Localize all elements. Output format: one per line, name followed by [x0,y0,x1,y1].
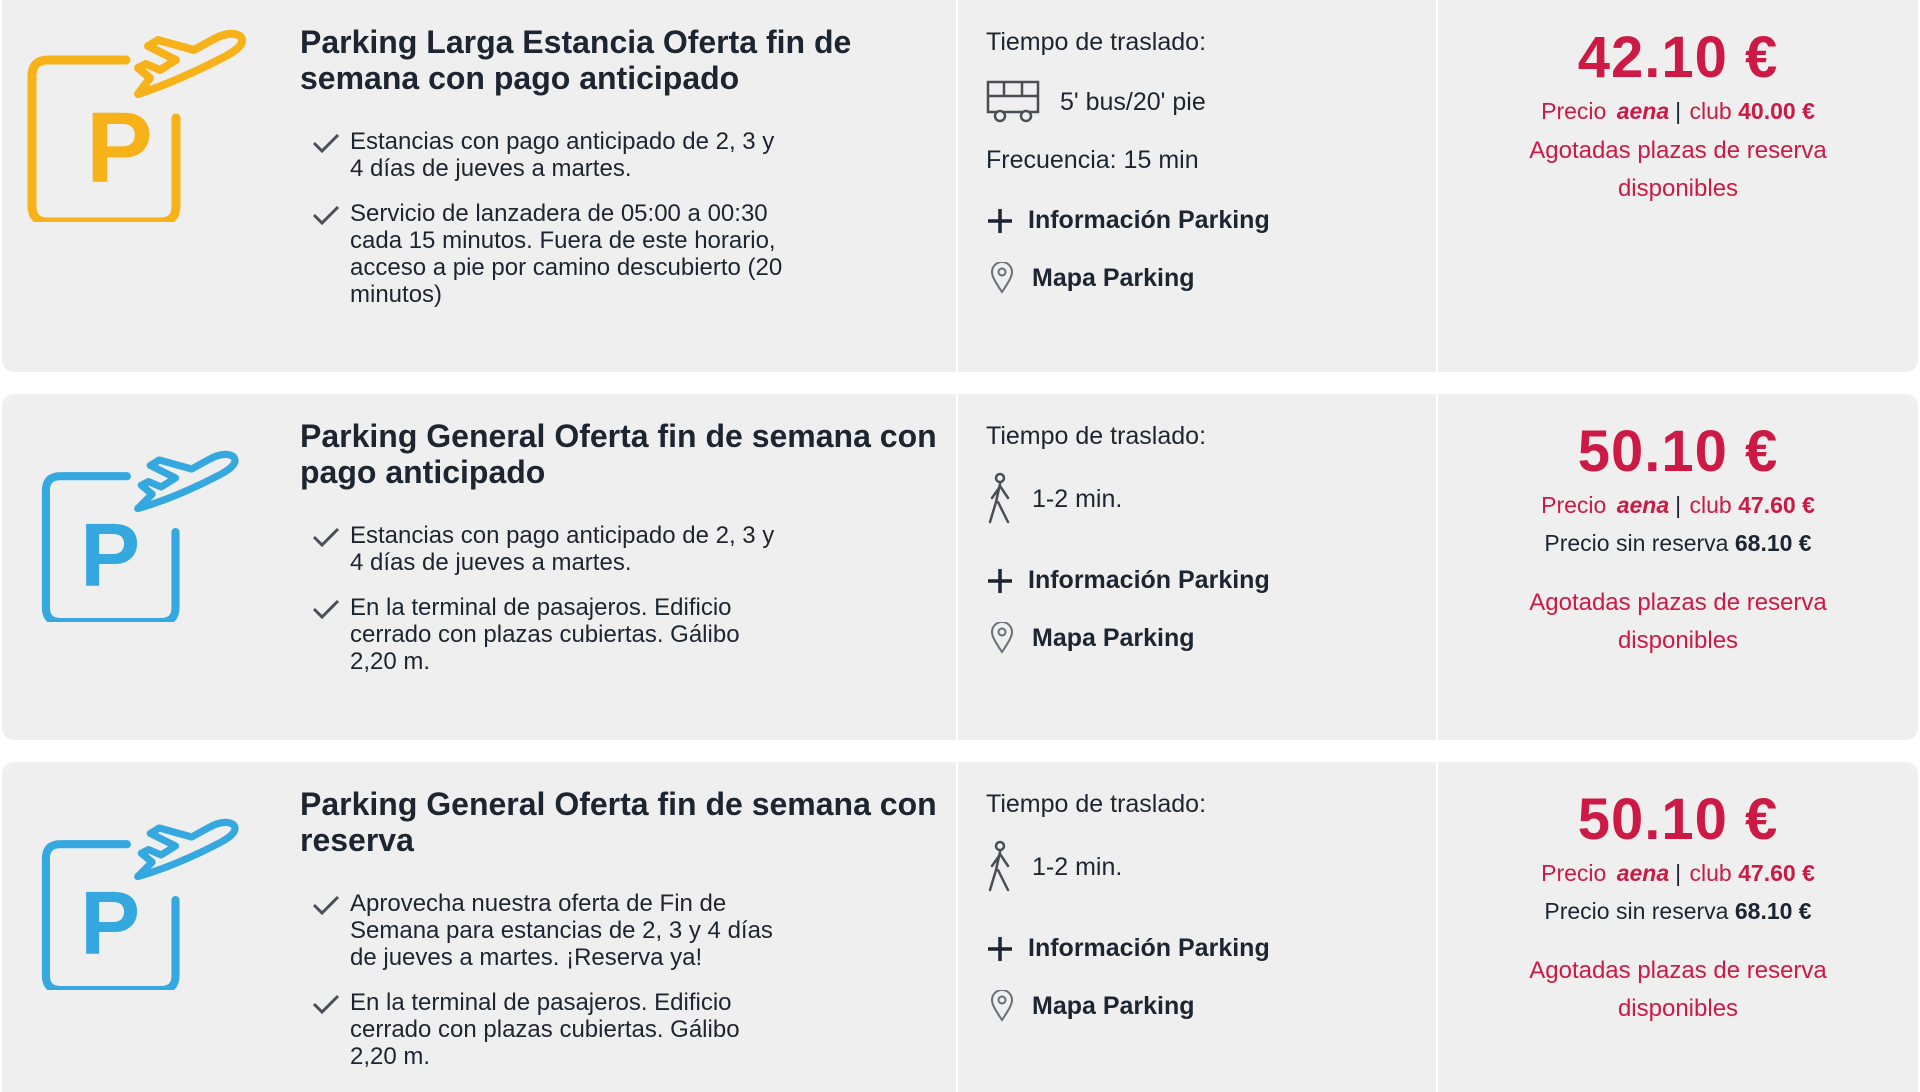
parking-map-label: Mapa Parking [1032,263,1195,292]
parking-map-label: Mapa Parking [1032,623,1195,652]
transfer-time: 5' bus/20' pie [1060,87,1206,116]
price-panel [1438,762,1918,1092]
list-item [312,128,792,182]
club-word: club [1689,98,1732,124]
price-panel [1438,0,1918,372]
price-panel [1438,394,1918,740]
transfer-row [986,840,1122,894]
parking-map-link[interactable] [986,990,1195,1022]
parking-description [2,0,958,372]
sold-out-line: disponibles [1617,627,1739,654]
club-price [1438,98,1918,125]
transfer-row [986,472,1122,526]
no-reserve-label: Precio sin reserva [1544,898,1729,924]
sold-out-message [1438,132,1918,208]
parking-info-label: Información Parking [1028,566,1270,594]
parking-description [2,762,958,1092]
check-icon [312,894,340,916]
svg-text:P: P [80,874,141,974]
price: 50.10 € [1577,419,1779,484]
feature-text: Estancias con pago anticipado de 2, 3 y 4 días de jueves a martes. [350,128,775,182]
sold-out-line: disponibles [1617,175,1739,202]
feature-text: Estancias con pago anticipado de 2, 3 y 4 días de jueves a martes. [350,522,775,576]
aena-brand: aena [1616,492,1670,518]
club-price-value: 47.60 € [1738,492,1815,518]
parking-title: Parking Larga Estancia Oferta fin de semana con pago anticipado [300,24,852,96]
feature-list [312,128,792,326]
parking-info-label: Información Parking [1028,206,1270,234]
parking-title: Parking General Oferta fin de semana con reserva [300,786,937,858]
no-reserve-value: 68.10 € [1734,530,1812,556]
aena-brand: aena [1616,98,1670,124]
club-price [1438,492,1918,519]
no-reserve-price [1438,530,1918,557]
check-icon [312,598,340,620]
check-icon [312,132,340,154]
no-reserve-label: Precio sin reserva [1544,530,1729,556]
check-icon [312,993,340,1015]
plus-icon [986,935,1014,963]
transfer-time: 1-2 min. [1032,484,1123,513]
parking-info-link[interactable] [986,206,1270,235]
plus-icon [986,567,1014,595]
walking-icon [986,840,1016,894]
club-prefix: Precio [1541,860,1607,886]
separator: | [1675,98,1682,124]
club-price-value: 47.60 € [1738,860,1815,886]
map-pin-icon [990,990,1014,1022]
list-item [312,989,792,1070]
parking-airplane-icon [38,810,268,990]
transfer-label: Tiempo de traslado: [986,422,1207,450]
transfer-info [958,0,1438,372]
bus-icon [986,78,1040,126]
check-icon [312,204,340,226]
list-item [312,522,792,576]
plus-icon [986,207,1014,235]
parking-card [2,394,1918,740]
club-word: club [1689,492,1732,518]
check-icon [312,526,340,548]
feature-text: En la terminal de pasajeros. Edificio cerrado con plazas cubiertas. Gálibo 2,20 m. [350,989,740,1070]
parking-map-label: Mapa Parking [1032,991,1195,1020]
feature-list [312,522,792,693]
parking-title: Parking General Oferta fin de semana con pago anticipado [300,418,937,490]
map-pin-icon [990,262,1014,294]
transfer-label: Tiempo de traslado: [986,790,1207,818]
transfer-time: 1-2 min. [1032,852,1123,881]
transfer-info [958,762,1438,1092]
transfer-info [958,394,1438,740]
sold-out-line: disponibles [1617,995,1739,1022]
sold-out-line: Agotadas plazas de reserva [1529,957,1827,984]
club-prefix: Precio [1541,98,1607,124]
list-item [312,594,792,675]
parking-description [2,394,958,740]
sold-out-message [1438,584,1918,660]
aena-brand: aena [1616,860,1670,886]
feature-list [312,890,792,1088]
parking-airplane-icon [26,22,276,222]
list-item [312,890,792,971]
feature-text: Servicio de lanzadera de 05:00 a 00:30 cada 15 minutos. Fuera de este horario, acceso a pie por camino descubierto (20 minutos) [350,200,783,308]
price: 42.10 € [1577,25,1779,90]
feature-text: Aprovecha nuestra oferta de Fin de Semana para estancias de 2, 3 y 4 días de jueves a martes. ¡Reserva ya! [350,890,773,971]
frequency-text: Frecuencia: 15 min [986,146,1199,174]
sold-out-line: Agotadas plazas de reserva [1529,589,1827,616]
no-reserve-price [1438,898,1918,925]
club-word: club [1689,860,1732,886]
separator: | [1675,860,1682,886]
parking-card [2,0,1918,372]
club-price [1438,860,1918,887]
walking-icon [986,472,1016,526]
separator: | [1675,492,1682,518]
price: 50.10 € [1577,787,1779,852]
parking-airplane-icon [38,442,268,622]
svg-text:P: P [80,506,141,606]
sold-out-line: Agotadas plazas de reserva [1529,137,1827,164]
transfer-row [986,78,1206,126]
parking-map-link[interactable] [986,622,1195,654]
transfer-label: Tiempo de traslado: [986,28,1207,56]
feature-text: En la terminal de pasajeros. Edificio cerrado con plazas cubiertas. Gálibo 2,20 m. [350,594,740,675]
club-prefix: Precio [1541,492,1607,518]
map-pin-icon [990,622,1014,654]
parking-info-link[interactable] [986,566,1270,595]
club-price-value: 40.00 € [1738,98,1815,124]
parking-info-label: Información Parking [1028,934,1270,962]
parking-card [2,762,1918,1092]
parking-map-link[interactable] [986,262,1195,294]
parking-info-link[interactable] [986,934,1270,963]
sold-out-message [1438,952,1918,1028]
no-reserve-value: 68.10 € [1734,898,1812,924]
svg-text:P: P [86,92,153,204]
list-item [312,200,792,308]
